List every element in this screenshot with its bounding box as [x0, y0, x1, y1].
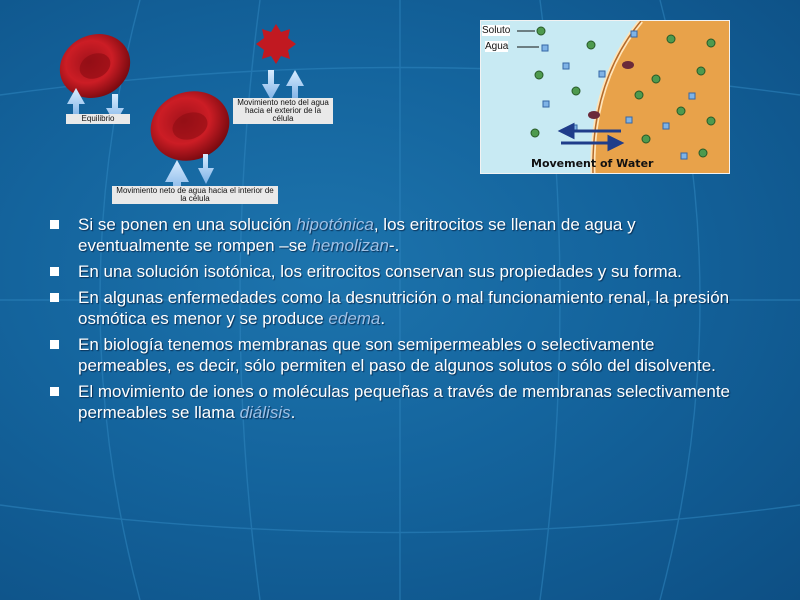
- bullet-text: En una solución isotónica, los eritrocitos conservan sus propiedades y su forma.: [78, 262, 682, 281]
- bullet-item: [50, 334, 740, 376]
- term-edema: edema: [328, 309, 381, 328]
- bullet-text: , los eritrocitos se llenan de agua y eventualmente se rompen –se: [78, 215, 636, 255]
- bullet-square-icon: [50, 267, 59, 276]
- bullet-item: [50, 287, 740, 329]
- osmosis-diagram: [480, 20, 730, 174]
- bullet-text: El movimiento de iones o moléculas pequeñas a través de membranas selectivamente permeables se llama: [78, 382, 731, 422]
- bullet-text: En biología tenemos membranas que son semipermeables o selectivamente permeables, es decir, sólo permiten el paso de algunos solutos o sólo del disolvente.: [78, 335, 716, 375]
- bullet-text: .: [290, 403, 296, 422]
- bullet-list: [50, 214, 740, 428]
- bullet-square-icon: [50, 220, 59, 229]
- term-hipotonica: hipotónica: [296, 215, 374, 234]
- bullet-square-icon: [50, 293, 59, 302]
- bullet-text: -.: [388, 236, 400, 255]
- bullet-text: .: [380, 309, 386, 328]
- bullet-item: [50, 261, 740, 282]
- caption-equilibrium: Equilibrio: [66, 114, 130, 124]
- movement-of-water-label: Movement of Water: [531, 157, 654, 170]
- legend-solute-label: Soluto: [482, 25, 511, 36]
- bullet-text: Si se ponen en una solución: [78, 215, 297, 234]
- caption-net-water-out: Movimiento neto del agua hacia el exterior de la célula: [233, 98, 333, 124]
- cell-shrunken: [256, 24, 296, 64]
- bullet-item: [50, 214, 740, 256]
- osmosis-illustration: [481, 21, 729, 173]
- bullet-square-icon: [50, 340, 59, 349]
- red-blood-cells-figure: [40, 14, 340, 214]
- term-hemolizan: hemolizan: [311, 236, 389, 255]
- legend-water-label: Agua: [485, 41, 509, 52]
- bullet-square-icon: [50, 387, 59, 396]
- term-dialisis: diálisis: [239, 403, 291, 422]
- bullet-item: [50, 381, 740, 423]
- caption-net-water-in: Movimiento neto de agua hacia el interior de la célula: [112, 186, 278, 204]
- bullet-text: En algunas enfermedades como la desnutrición o mal funcionamiento renal, la presión osmótica es menor y se produce: [78, 288, 730, 328]
